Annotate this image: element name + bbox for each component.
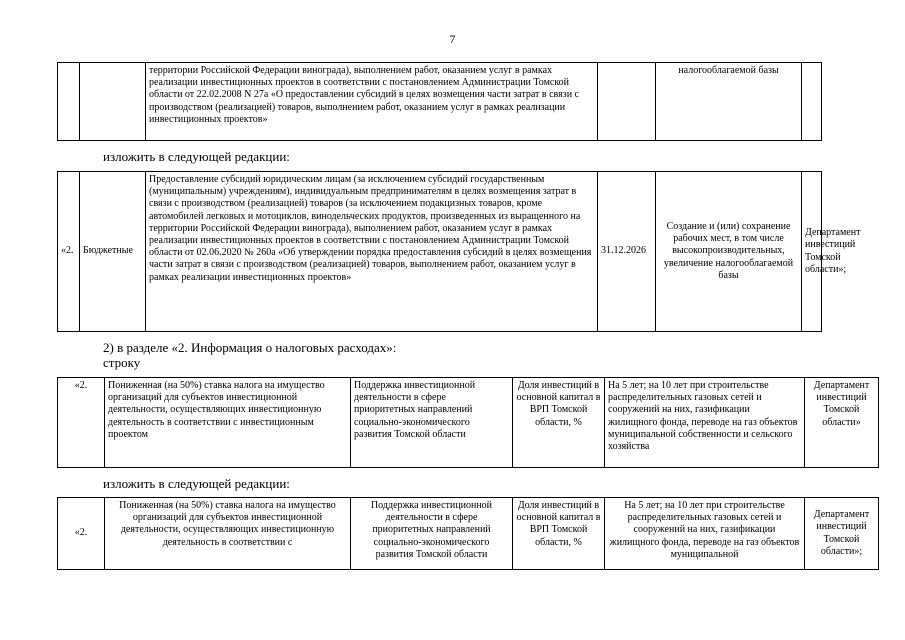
cell-number: «2. xyxy=(58,498,105,570)
cell-purpose: Поддержка инвестиционной деятельности в сфере приоритетных направлений социально-экономического развития Томской области xyxy=(351,378,513,468)
table-row xyxy=(58,378,879,468)
cell-description: Предоставление субсидий юридическим лицам (за исключением субсидий государственным (муниципальным) учреждениям), индивидуальным предпринимателям в целях возмещения затрат в связи с производством (реализацией) товаров (за исключением подакцизных товаров, кроме автомобилей легковых и мотоциклов, винодельческих продуктов, произведенных из выращенного на территории Российской Федерации винограда), выполнением работ, оказанием услуг в рамках реализации инвестиционных проектов в соответствии с постановлением Администрации Томской области от 02.06.2020 № 260а «Об утверждении порядка предоставления субсидий в целях возмещения части затрат в связи с производством (реализацией) товаров, выполнением работ, оказанием услуг в рамках реализации инвестиционных проектов» xyxy=(146,172,598,332)
cell-term: На 5 лет; на 10 лет при строительстве распределительных газовых сетей и сооружений на них, газификации жилищного фонда, переводе на газ объектов муниципальной собственности и сельского хозяйства xyxy=(605,378,805,468)
section-heading: изложить в следующей редакции: xyxy=(103,149,290,164)
cell-number: «2. xyxy=(58,378,105,468)
table-tax-original xyxy=(57,377,879,468)
cell-description: территории Российской Федерации винограда), выполнением работ, оказанием услуг в рамках реализации инвестиционных проектов в соответствии с постановлением Администрации Томской области от 22.02.2008 N 27а «О предоставлении субсидий в целях возмещения части затрат в связи с производством (реализацией) товаров, выполнением работ, оказанием услуг в рамках реализации инвестиционных проектов» xyxy=(146,63,598,141)
table-row xyxy=(58,172,822,332)
page-number: 7 xyxy=(449,32,456,46)
table-row xyxy=(58,63,822,141)
section-heading: 2) в разделе «2. Информация о налоговых расходах»: xyxy=(103,340,397,355)
table-continuation xyxy=(57,62,822,141)
section-heading: изложить в следующей редакции: xyxy=(103,476,290,491)
cell-department: Департамент инвестиций Томской области» xyxy=(805,378,879,468)
cell-department: Департамент инвестиций Томской области»; xyxy=(805,498,879,570)
table-row xyxy=(58,498,879,570)
cell-purpose: Поддержка инвестиционной деятельности в сфере приоритетных направлений социально-экономического развития Томской области xyxy=(351,498,513,570)
section-subheading: строку xyxy=(103,355,141,370)
cell-number: «2. xyxy=(58,172,80,332)
cell-indicator: Доля инвестиций в основной капитал в ВРП Томской области, % xyxy=(513,378,605,468)
cell-number xyxy=(58,63,80,141)
cell-goal: налогооблагаемой базы xyxy=(656,63,802,141)
cell-type: Бюджетные xyxy=(80,172,146,332)
cell-tax-rate: Пониженная (на 50%) ставка налога на имущество организаций для субъектов инвестиционной деятельности, осуществляющих инвестиционную деятельность в соответствии с xyxy=(105,498,351,570)
cell-department: Департамент инвестиций Томской области»; xyxy=(802,172,822,332)
cell-date: 31.12.2026 xyxy=(598,172,656,332)
table-replacement xyxy=(57,171,861,332)
cell-goal: Создание и (или) сохранение рабочих мест, в том числе высокопроизводительных, увеличение налогооблагаемой базы xyxy=(656,172,802,332)
cell-term: На 5 лет; на 10 лет при строительстве распределительных газовых сетей и сооружений на них, газификации жилищного фонда, переводе на газ объектов муниципальной xyxy=(605,498,805,570)
cell-tax-rate: Пониженная (на 50%) ставка налога на имущество организаций для субъектов инвестиционной деятельности, осуществляющих инвестиционную деятельность в соответствии с инвестиционным проектом xyxy=(105,378,351,468)
cell-indicator: Доля инвестиций в основной капитал в ВРП Томской области, % xyxy=(513,498,605,570)
table-tax-replacement xyxy=(57,497,879,570)
cell-date xyxy=(598,63,656,141)
cell-type xyxy=(80,63,146,141)
cell-department xyxy=(802,63,822,141)
